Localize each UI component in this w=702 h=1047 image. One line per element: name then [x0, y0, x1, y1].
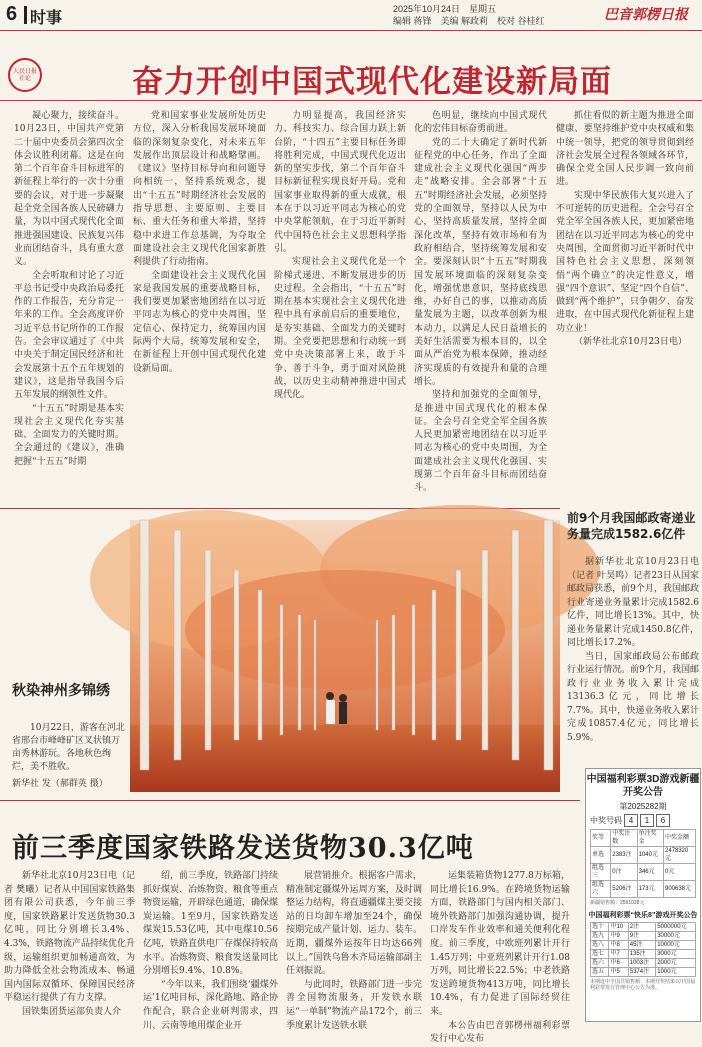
- table-cell: 2478320元: [663, 847, 695, 864]
- prize-table-3d: [590, 829, 696, 898]
- table-cell: 中奖金额: [663, 830, 695, 847]
- table-cell: 45注: [628, 941, 655, 950]
- main-article: [0, 110, 702, 510]
- table-row: [591, 923, 696, 932]
- paragraph: 展营销推介。根据客户需求，精准制定疆煤外运周方案，及时调整运力结构，将直通疆煤主要交接站的日均卸车增加至24个，确保按期完成产量计划、运力、装车。近期，疆煤外运按年日均达66列以上。”国铁乌鲁木齐局运输部副主任刘振说。: [286, 871, 422, 977]
- date-line: 2025年10月24日 星期五: [393, 4, 497, 14]
- winning-number: 6: [656, 814, 670, 827]
- table-cell: 2383注: [611, 847, 637, 864]
- table-cell: 组选三: [591, 864, 611, 881]
- paragraph: 凝心聚力，接续奋斗。10月23日，中国共产党第二十届中央委员会第四次全体会议胜利闭幕。这是在向第二个百年奋斗目标进军的新征程上举行的一次十分重要的会议，对于进一步凝聚起全党全国各族人民磅礴力量，为以中国式现代化全面推进强国建设、民族复兴伟业而团结奋斗，具有重大意义。: [14, 111, 124, 268]
- article-column: [274, 110, 406, 505]
- editors-line: 编辑 蒋锋 美编 解政莉 校对 谷桂红: [393, 16, 545, 26]
- paragraph: 本公告由巴音郭楞州福利彩票发行中心发布: [430, 1020, 570, 1045]
- table-cell: 173元: [637, 881, 663, 898]
- paragraph: 据新华社北京10月23日电（记者 叶昊鸣）记者23日从国家邮政局获悉，前9个月，我国邮政行业寄递业务量累计完成1582.6亿件，同比增长13%。其中，快递业务量累计完成1450.8亿件，同比增长17.2%。: [567, 557, 699, 648]
- article-column: [556, 110, 694, 505]
- table-cell: 2注: [628, 923, 655, 932]
- paragraph: 党的二十大确定了新时代新征程党的中心任务，作出了全面建成社会主义现代化强国“两步走”战略安排。全会部署“十五五”时期经济社会发展，必须坚持党的全面领导，坚持以人民为中心，坚持高质量发展，坚持全面深化改革，坚持有效市场和有为政府相结合，坚持统筹发展和安全。要深刻认识“十五五”时期我国发展环境面临的深刻复杂变化，增强忧患意识，坚持底线思维，办好自己的事，以推动高质量发展为主题，以改革创新为根本动力，以满足人民日益增长的美好生活需要为根本目的，以全面从严治党为根本保障，推动经济实现质的有效提升和量的合理增长。: [414, 137, 547, 387]
- article-column: [414, 110, 547, 505]
- headline-rule: [0, 100, 702, 101]
- table-row: [591, 932, 696, 941]
- paragraph: 全面建设社会主义现代化国家是我国发展的重要战略目标，我们要更加紧密地团结在以习近平同志为核心的党中央周围，坚定信心、保持定力，统筹国内国际两个大局，统筹发展和安全，在新征程上开创中国式现代化建设新局面。: [133, 270, 266, 374]
- winning-number: 1: [640, 814, 654, 827]
- table-cell: 中9: [609, 932, 628, 941]
- table-cell: 单选: [591, 847, 611, 864]
- table-cell: 2000元: [656, 959, 696, 968]
- paragraph: 运集装箱货物1277.8万标箱，同比增长16.9%。在跨境货物运输方面，铁路部门与国内相关部门、境外铁路部门加强沟通协调，提升口岸发车作业效率和通关便利化程度。前三季度，中欧班列累计开行1.45万列；中亚班列累计开行1.08万列，同比增长22.5%；中老铁路发送跨境货物413万吨，同比增长10.4%，有力促进了国际经贸往来。: [430, 871, 570, 1017]
- table-row: [591, 950, 696, 959]
- table-cell: 5206注: [611, 881, 637, 898]
- lottery-notice: [585, 768, 701, 1022]
- table-cell: 30000元: [656, 932, 696, 941]
- lottery-issue: 第2025282期: [619, 802, 667, 811]
- page-number: 6: [6, 3, 18, 25]
- table-cell: 9注: [628, 932, 655, 941]
- table-row: [591, 847, 696, 864]
- article-column: [14, 110, 124, 505]
- header-divider: [24, 6, 27, 24]
- rail-headline: 前三季度国家铁路发送货物30.3亿吨: [12, 833, 474, 864]
- winning-number: 4: [624, 814, 638, 827]
- table-cell: 346元: [637, 864, 663, 881]
- table-row: [591, 864, 696, 881]
- paragraph: 色明显，继续向中国式现代化的宏伟目标奋勇前进。: [414, 111, 547, 135]
- paragraph: 与此同时，铁路部门进一步完善全国物流服务，开发铁水联运“一单制”物流产品172个，前三季度累计发送铁水联: [286, 979, 422, 1031]
- table-row: [591, 959, 696, 968]
- table-row: [591, 830, 696, 847]
- lottery-fine-print: 本期选中全国共销售额：本期开奖结果以中国福利彩票发行管理中心公告为准。: [590, 979, 696, 991]
- paragraph: 坚持和加强党的全面领导，是推进中国式现代化的根本保证。全会号召全党全军全国各族人民更加紧密地团结在以习近平同志为核心的党中央周围，为全面建成社会主义现代化强国、实现第二个百年奋斗目标而团结奋斗。: [414, 390, 547, 494]
- table-cell: 900638元: [663, 881, 695, 898]
- paragraph: （新华社北京10月23日电）: [574, 337, 687, 348]
- paragraph: 力明显提高，我国经济实力、科技实力、综合国力跃上新台阶，“十四五”主要目标任务即将胜利完成，中国式现代化迈出新的坚实步伐，第二个百年奋斗目标新征程实现良好开局。党和国家事业取得新的重大成就，根本在于以习近平同志为核心的党中央掌舵领航，在于习近平新时代中国特色社会主义思想科学指引。: [274, 111, 406, 254]
- winning-numbers-label: 中奖号码: [590, 816, 622, 825]
- winning-numbers: [590, 814, 696, 827]
- article-column: [4, 870, 135, 1022]
- sales-note: 新疆销售额：2591028元: [590, 900, 645, 906]
- table-cell: 中5: [609, 968, 628, 977]
- table-cell: 选六: [591, 959, 609, 968]
- table-cell: 选八: [591, 941, 609, 950]
- table-row: [591, 968, 696, 977]
- paragraph: 党和国家事业发展所处历史方位，深入分析我国发展环境面临的深刻复杂变化，对未来五年发展作出顶层设计和战略擘画。《建议》坚持目标导向和问题导向相统一，坚持系统观念，提出“十五五”时期经济社会发展的指导思想、主要原则、主要目标、重大任务和重大举措，坚持稳中求进工作总基调，为夺取全面建设社会主义现代化国家新胜利提供了行动指南。: [133, 111, 266, 268]
- table-cell: 1003注: [628, 959, 655, 968]
- table-cell: 0元: [663, 864, 695, 881]
- side-headline: 前9个月我国邮政寄递业务量完成1582.6亿件: [567, 511, 696, 541]
- paragraph: 绍，前三季度，铁路部门持续抓好煤炭、冶炼物资、粮食等重点物资运输，开辟绿色通道，确保煤炭运输。1至9月，国家铁路发送煤炭15.53亿吨，其中电煤10.56亿吨，铁路直供电厂存煤保持较高水平。冶炼物资、粮食发送量同比分别增长9.4%、10.8%。: [143, 871, 279, 977]
- prize-table-kuaile8: [590, 922, 696, 977]
- table-cell: 5000000元: [656, 923, 696, 932]
- paragraph: “十五五”时期是基本实现社会主义现代化夯实基础、全面发力的关键时期。全会通过的《建议》，准确把握“十五五”时期: [14, 403, 124, 467]
- kuaile8-title: 中国福利彩票“快乐8”游戏开奖公告: [588, 912, 698, 919]
- lottery-title: 中国福利彩票3D游戏新疆开奖公告: [586, 774, 700, 798]
- paragraph: 全会听取和讨论了习近平总书记受中央政治局委托作的工作报告，充分肯定一年来的工作。全会高度评价习近平总书记所作的工作报告。全会审议通过了《中共中央关于制定国民经济和社会发展第十五个五年规划的建议》，这是指导我国今后五年发展的纲领性文件。: [14, 270, 124, 401]
- table-cell: 组选六: [591, 881, 611, 898]
- table-row: [591, 881, 696, 898]
- paragraph: 新华社北京10月23日电（记者 樊曦）记者从中国国家铁路集团有限公司获悉，今年前三季度，国家铁路累计发送货物30.3亿吨，同比分别增长3.4%、4.3%，铁路物流产品持续优化升级，运输组织更加畅通高效，为助力降低全社会物流成本、畅通国内国际双循环、保障国民经济平稳运行提供了有力支撑。: [4, 871, 135, 1004]
- table-cell: 中8: [609, 941, 628, 950]
- photo-credit: 新华社 发（郝群英 摄）: [12, 779, 108, 789]
- table-cell: 选九: [591, 932, 609, 941]
- side-article: [567, 556, 699, 745]
- table-row: [591, 941, 696, 950]
- paragraph: 实现中华民族伟大复兴进入了不可逆转的历史进程。全会号召全党全军全国各族人民，更加紧密地团结在以习近平同志为核心的党中央周围，全面贯彻习近平新时代中国特色社会主义思想，深刻领悟“两个确立”的决定性意义，增强“四个意识”、坚定“四个自信”、做到“两个维护”，只争朝夕、奋发进取，在中国式现代化新征程上建功立业！: [556, 190, 694, 334]
- table-cell: 135注: [628, 950, 655, 959]
- article-column: [133, 110, 266, 505]
- photo-caption: [12, 680, 127, 791]
- paragraph: 实现社会主义现代化是一个阶梯式递进、不断发展进步的历史过程。全会指出，“十五五”时期在基本实现社会主义现代化进程中具有承前启后的重要地位，是夯实基础、全面发力的关键时期。全党要把思想和行动统一到党中央决策部署上来，敢于斗争、善于斗争，勇于面对风险挑战，以历史主动精神推进中国式现代化。: [274, 257, 406, 401]
- article-column: [430, 870, 570, 1045]
- article-column: [286, 870, 422, 1031]
- paragraph: “今年以来，我们围绕‘疆煤外运’1亿吨目标，深化路地、路企协作配合，联合企业研判需求，四川、云南等地用煤企业开: [143, 979, 278, 1031]
- autumn-forest-photo: [130, 520, 560, 792]
- table-cell: 中10: [609, 923, 628, 932]
- paragraph: 国铁集团货运部负责人介: [22, 1006, 122, 1017]
- table-cell: 单注奖金: [637, 830, 663, 847]
- rail-article: [0, 870, 582, 1045]
- newspaper-logo: 巴音郭楞日报: [604, 7, 688, 23]
- article-column: [143, 870, 279, 1031]
- table-cell: 10000元: [656, 941, 696, 950]
- table-cell: 选七: [591, 950, 609, 959]
- table-cell: 1000元: [656, 968, 696, 977]
- table-cell: 选十: [591, 923, 609, 932]
- table-cell: 中奖注数: [611, 830, 637, 847]
- table-cell: 选五: [591, 968, 609, 977]
- table-cell: 0注: [611, 864, 637, 881]
- photo-caption-text: 10月22日，游客在河北省邢台市峰峰矿区叉状镇万亩秀林游玩。各地秋色绚烂，美不胜收。: [12, 723, 125, 772]
- editorial-seal-icon: 人民日报 社论: [8, 58, 42, 92]
- section-rule: [0, 800, 580, 801]
- main-headline: 奋力开创中国式现代化建设新局面: [132, 64, 612, 100]
- paragraph: 抓住看似的新主题为推进全面健康、要坚持维护党中央权威和集中统一领导，把党的领导贯彻到经济社会发展全过程各领域各环节，确保全党全国人民步调一致向前进。: [556, 111, 694, 188]
- table-cell: 3000元: [656, 950, 696, 959]
- table-cell: 奖等: [591, 830, 611, 847]
- paragraph: 当日，国家邮政局公布邮政行业运行情况。前9个月，我国邮政行业业务收入累计完成13136.3亿元，同比增长7.7%。其中，快递业务收入累计完成10857.4亿元，同比增长5.9%。: [567, 651, 699, 743]
- table-cell: 1040元: [637, 847, 663, 864]
- table-cell: 中6: [609, 959, 628, 968]
- table-cell: 5374注: [628, 968, 655, 977]
- section-name: 时事: [30, 10, 63, 27]
- table-cell: 中7: [609, 950, 628, 959]
- photo-title: 秋染神州多锦绣: [12, 683, 110, 699]
- page-header: [0, 0, 702, 31]
